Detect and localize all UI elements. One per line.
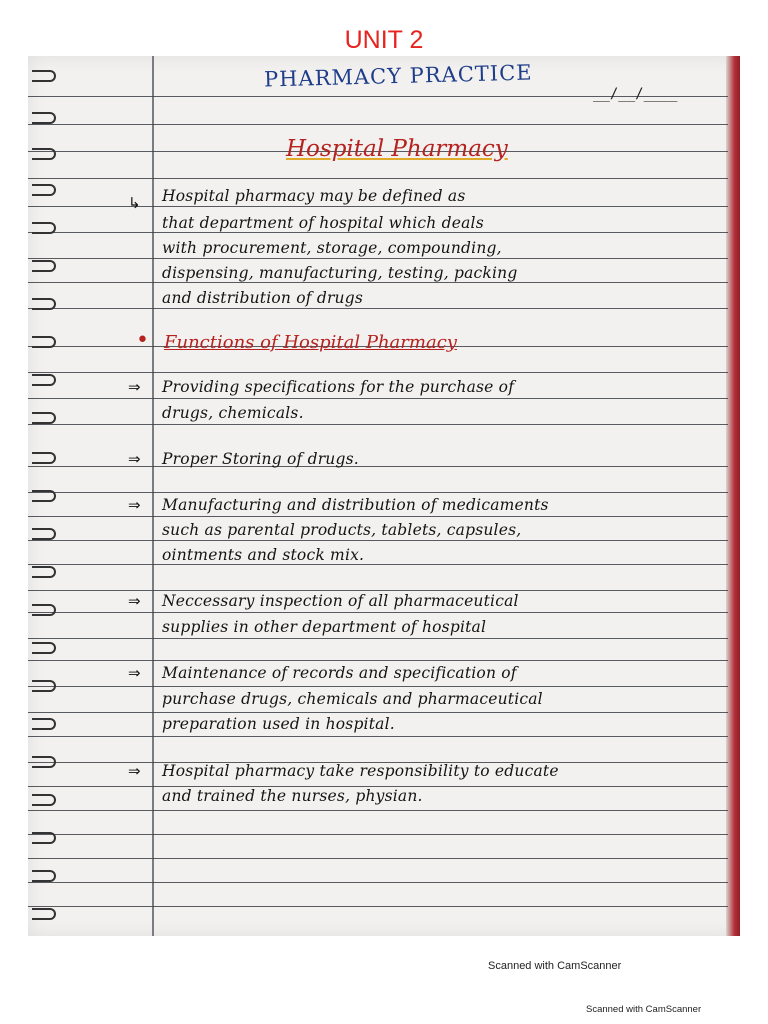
spiral-ring — [32, 832, 56, 844]
function-line: and trained the nurses, physian. — [162, 787, 423, 805]
ruled-line — [28, 492, 728, 493]
ruled-line — [28, 686, 728, 687]
spiral-ring — [32, 604, 56, 616]
ruled-line — [28, 564, 728, 565]
spiral-ring — [32, 566, 56, 578]
function-line: ointments and stock mix. — [162, 546, 365, 564]
scan-watermark: Scanned with CamScanner — [488, 960, 622, 972]
spiral-ring — [32, 298, 56, 310]
function-line: purchase drugs, chemicals and pharmaceutical — [162, 690, 543, 708]
spiral-ring — [32, 184, 56, 196]
spiral-ring — [32, 680, 56, 692]
ruled-line — [28, 516, 728, 517]
ruled-line — [28, 372, 728, 373]
section-heading: Hospital Pharmacy — [286, 136, 508, 162]
ruled-line — [28, 124, 728, 125]
ruled-line — [28, 638, 728, 639]
function-line: preparation used in hospital. — [162, 715, 395, 733]
definition-line: and distribution of drugs — [162, 289, 364, 307]
spiral-ring — [32, 870, 56, 882]
ruled-line — [28, 712, 728, 713]
function-line: Maintenance of records and specification of — [162, 664, 517, 682]
spiral-ring — [32, 70, 56, 82]
spiral-ring — [32, 374, 56, 386]
function-line: Hospital pharmacy take responsibility to educate — [162, 762, 559, 780]
spiral-ring — [32, 412, 56, 424]
ruled-line — [28, 178, 728, 179]
definition-line: dispensing, manufacturing, testing, packing — [162, 264, 518, 282]
arrow-icon: ⇒ — [128, 592, 141, 610]
ruled-line — [28, 308, 728, 309]
spiral-ring — [32, 148, 56, 160]
spiral-ring — [32, 112, 56, 124]
function-line: Neccessary inspection of all pharmaceutical — [162, 592, 519, 610]
spiral-ring — [32, 718, 56, 730]
arrow-icon: ⇒ — [128, 496, 141, 514]
spiral-ring — [32, 260, 56, 272]
ruled-line — [28, 232, 728, 233]
spiral-ring — [32, 336, 56, 348]
page-edge — [726, 56, 740, 936]
arrow-icon: ⇒ — [128, 664, 141, 682]
definition-line: that department of hospital which deals — [162, 214, 484, 232]
ruled-line — [28, 834, 728, 835]
margin-line — [152, 56, 154, 936]
ruled-line — [28, 424, 728, 425]
function-line: Proper Storing of drugs. — [162, 450, 359, 468]
ruled-line — [28, 858, 728, 859]
spiral-ring — [32, 490, 56, 502]
definition-line: with procurement, storage, compounding, — [162, 239, 502, 257]
spiral-ring — [32, 452, 56, 464]
ruled-line — [28, 810, 728, 811]
function-line: supplies in other department of hospital — [162, 618, 487, 636]
ruled-line — [28, 906, 728, 907]
function-line: such as parental products, tablets, capsules, — [162, 521, 522, 539]
definition-line: Hospital pharmacy may be defined as — [162, 187, 466, 205]
ruled-line — [28, 398, 728, 399]
ruled-line — [28, 612, 728, 613]
notebook-page — [28, 56, 740, 936]
unit-header: UNIT 2 — [344, 26, 424, 54]
spiral-ring — [32, 908, 56, 920]
date-field: __/__/____ — [593, 86, 678, 102]
arrow-icon: ⇒ — [128, 450, 141, 468]
ruled-line — [28, 282, 728, 283]
ruled-line — [28, 540, 728, 541]
arrow-icon: ⇒ — [128, 762, 141, 780]
function-line: Manufacturing and distribution of medicaments — [162, 496, 549, 514]
spiral-ring — [32, 642, 56, 654]
function-line: drugs, chemicals. — [162, 404, 304, 422]
spiral-ring — [32, 794, 56, 806]
ruled-line — [28, 590, 728, 591]
spiral-ring — [32, 528, 56, 540]
ruled-line — [28, 660, 728, 661]
ruled-line — [28, 258, 728, 259]
ruled-line — [28, 736, 728, 737]
spiral-ring — [32, 222, 56, 234]
function-line: Providing specifications for the purchase of — [162, 378, 515, 396]
scan-watermark: Scanned with CamScanner — [586, 1004, 702, 1015]
page-title: PHARMACY PRACTICE — [263, 60, 533, 92]
bullet-dot-icon: • — [136, 328, 149, 353]
ruled-line — [28, 882, 728, 883]
functions-heading: Functions of Hospital Pharmacy — [164, 332, 457, 353]
arrow-icon: ⇒ — [128, 378, 141, 396]
bullet-arrow-icon: ↳ — [128, 194, 141, 212]
spiral-ring — [32, 756, 56, 768]
